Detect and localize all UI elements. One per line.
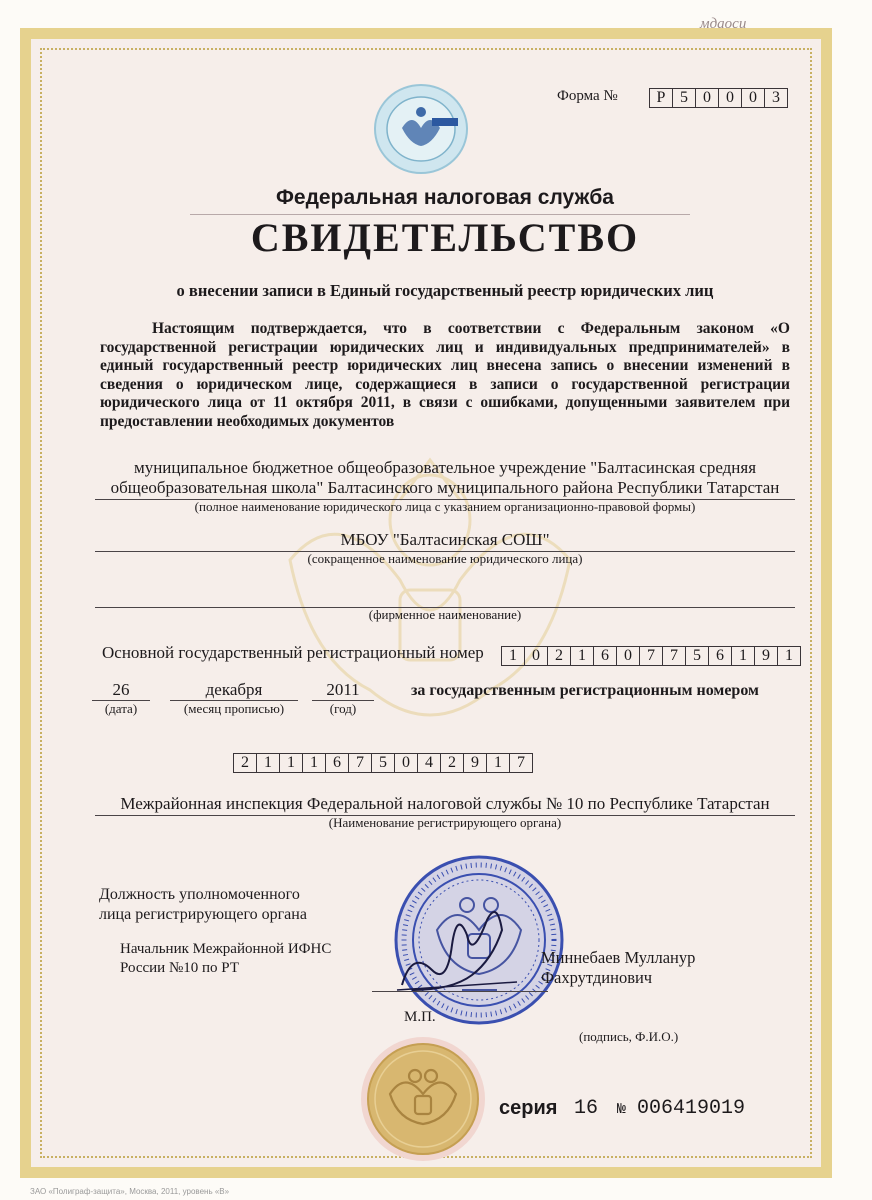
position-label-line-1: Должность уполномоченного [99,886,300,903]
date-month: декабря [205,680,263,699]
grn-digit: 2 [233,753,257,773]
ogrn-label: Основной государственный регистрационный номер [102,643,484,662]
ogrn-digit: 1 [777,646,801,666]
grn-digit: 7 [509,753,533,773]
grn-digit: 1 [486,753,510,773]
agency-name: Федеральная налоговая служба [276,186,614,209]
series-number: 006419019 [637,1097,746,1120]
brand-name-caption: (фирменное наименование) [368,607,522,622]
main-statement: Настоящим подтверждается, что в соответствии с Федеральным законом «О государственной регистрации юридических лиц и индивидуальных предпринимателей» в единый государственный реестр юридических лиц внесена запись о внесении изменений в сведения о юридическом лице, содержащиеся в записи о государственной регистрации юридического лица от 11 октября 2011, в связи с ошибками, допущенными заявителем при предоставлении необходимых документов [100,320,790,430]
series-value: 16 [574,1097,599,1120]
grn-digit: 6 [325,753,349,773]
ogrn-digit: 7 [662,646,686,666]
ogrn-digit: 0 [616,646,640,666]
form-number-digit: Р [649,88,673,108]
grn-digit: 9 [463,753,487,773]
ogrn-digit: 0 [524,646,548,666]
date-month-caption: (месяц прописью) [183,701,285,716]
ogrn-digit: 1 [731,646,755,666]
ogrn-digit: 1 [501,646,525,666]
grn-digit: 7 [348,753,372,773]
form-number-boxes [650,88,788,108]
form-number-digit: 3 [764,88,788,108]
full-name-caption: (полное наименование юридического лица с указанием организационно-правовой формы) [194,499,696,514]
grn-boxes [234,753,533,773]
ogrn-digit: 6 [708,646,732,666]
stamp-place-label: М.П. [404,1009,436,1025]
short-name-value: МБОУ "Балтасинская СОШ" [340,530,550,549]
date-day-caption: (дата) [104,701,138,716]
ogrn-boxes [502,646,801,666]
corner-handwritten-note: мдаоси [700,16,747,32]
hologram-emblem [372,82,470,176]
grn-digit: 0 [394,753,418,773]
date-day: 26 [112,680,130,699]
form-number-digit: 5 [672,88,696,108]
grn-digit: 1 [279,753,303,773]
official-name-line-2: Фахрутдинович [541,968,653,987]
grn-label: за государственным регистрационным номером [411,682,759,699]
grn-digit: 2 [440,753,464,773]
form-number-digit: 0 [741,88,765,108]
printer-footnote: ЗАО «Полиграф-защита», Москва, 2011, уровень «В» [30,1187,230,1196]
official-position-line-1: Начальник Межрайонной ИФНС [120,941,332,957]
ogrn-digit: 1 [570,646,594,666]
official-position-line-2: России №10 по РТ [120,960,239,976]
certificate-subtitle: о внесении записи в Единый государственный реестр юридических лиц [176,281,714,300]
grn-digit: 1 [256,753,280,773]
series-label: серия [499,1097,558,1119]
full-name-line-1: муниципальное бюджетное общеобразовательное учреждение "Балтасинская средняя [133,458,757,477]
grn-digit: 5 [371,753,395,773]
ogrn-digit: 6 [593,646,617,666]
ogrn-digit: 7 [639,646,663,666]
signature-line [372,991,548,992]
number-sign: № [617,1101,627,1118]
short-name-caption: (сокращенное наименование юридического лица) [307,551,583,566]
ogrn-digit: 2 [547,646,571,666]
official-name-line-1: Миннебаев Мулланур [541,948,696,967]
form-number-digit: 0 [718,88,742,108]
official-signature [392,890,522,1000]
position-label-line-2: лица регистрирующего органа [99,906,307,923]
gold-seal-icon [360,1036,486,1162]
full-name-line-2: общеобразовательная школа" Балтасинского муниципального района Республики Татарстан [110,478,780,497]
certificate-title: СВИДЕТЕЛЬСТВО [250,215,640,260]
authority-caption: (Наименование регистрирующего органа) [328,815,562,830]
ogrn-digit: 9 [754,646,778,666]
signature-caption: (подпись, Ф.И.О.) [579,1029,679,1044]
date-year-caption: (год) [329,701,357,716]
registering-authority: Межрайонная инспекция Федеральной налоговой службы № 10 по Республике Татарстан [120,794,770,813]
form-number-digit: 0 [695,88,719,108]
grn-digit: 1 [302,753,326,773]
ogrn-digit: 5 [685,646,709,666]
form-number-label: Форма № [557,88,618,104]
grn-digit: 4 [417,753,441,773]
date-year: 2011 [326,680,360,699]
